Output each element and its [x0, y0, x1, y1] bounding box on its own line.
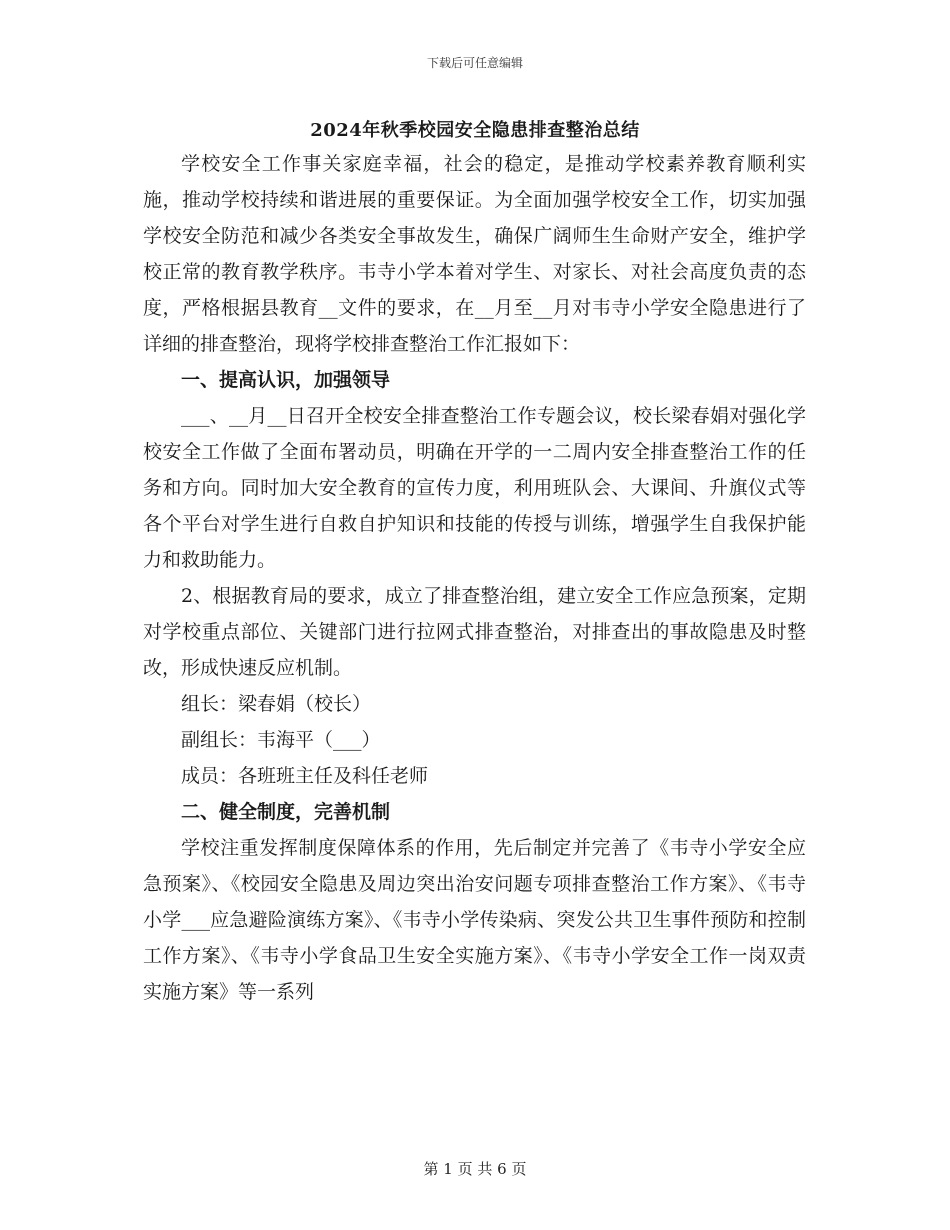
document-body	[143, 146, 806, 1010]
section-2-paragraph-1: 学校注重发挥制度保障体系的作用，先后制定并完善了《韦寺小学安全应急预案》、《校园安全隐患及周边突出治安问题专项排查整治工作方案》、《韦寺小学___应急避险演练方案》、《韦寺小学传染病、突发公共卫生事件预防和控制工作方案》、《韦寺小学食品卫生安全实施方案》、《韦寺小学安全工作一岗双责实施方案》等一系列	[143, 837, 806, 1003]
page-header-note: 下载后可任意编辑	[426, 56, 523, 70]
deputy-leader-line: 副组长：韦海平（___）	[181, 729, 381, 751]
group-leader-line: 组长：梁春娟（校长）	[181, 693, 372, 715]
members-line: 成员：各班班主任及科任老师	[181, 765, 429, 787]
page-number-footer: 第 1 页 共 6 页	[423, 1160, 527, 1178]
document-title: 2024年秋季校园安全隐患排查整治总结	[310, 120, 640, 141]
intro-paragraph: 学校安全工作事关家庭幸福，社会的稳定，是推动学校素养教育顺利实施，推动学校持续和谐进展的重要保证。为全面加强学校安全工作，切实加强学校安全防范和减少各类安全事故发生，确保广阔师生生命财产安全，维护学校正常的教育教学秩序。韦寺小学本着对学生、对家长、对社会高度负责的态度，严格根据县教育__文件的要求，在__月至__月对韦寺小学安全隐患进行了详细的排查整治，现将学校排查整治工作汇报如下：	[143, 153, 806, 355]
section-2-heading: 二、健全制度，完善机制	[181, 801, 391, 823]
section-1-heading: 一、提高认识，加强领导	[181, 369, 391, 391]
section-1-paragraph-2: 2、根据教育局的要求，成立了排查整治组，建立安全工作应急预案，定期对学校重点部位、关键部门进行拉网式排查整治，对排查出的事故隐患及时整改，形成快速反应机制。	[143, 585, 806, 679]
section-1-paragraph-1: ___、__月__日召开全校安全排查整治工作专题会议，校长梁春娟对强化学校安全工作做了全面布署动员，明确在开学的一二周内安全排查整治工作的任务和方向。同时加大安全教育的宣传力度，利用班队会、大课间、升旗仪式等各个平台对学生进行自救自护知识和技能的传授与训练，增强学生自我保护能力和救助能力。	[143, 405, 806, 571]
